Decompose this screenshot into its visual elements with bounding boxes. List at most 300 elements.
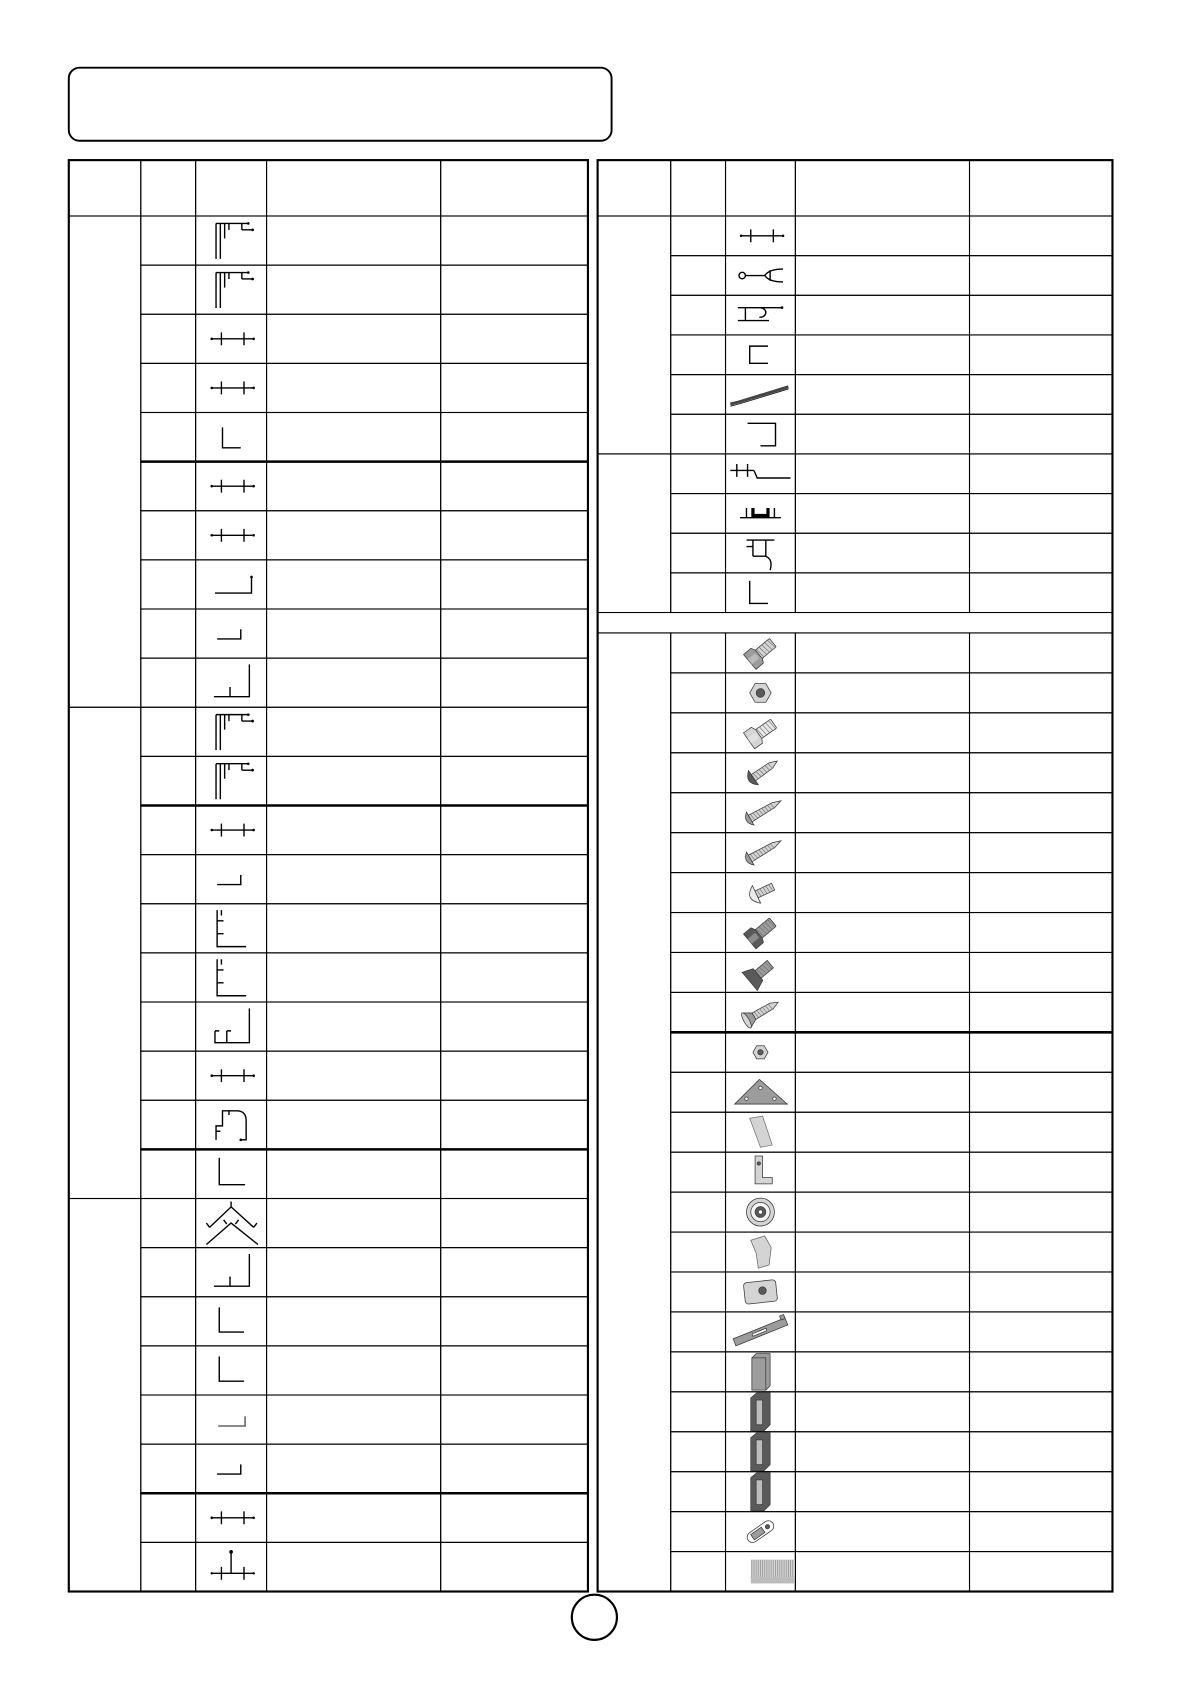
cell-col-5 xyxy=(441,412,588,461)
table-row xyxy=(671,533,1113,573)
icon-shape xyxy=(217,629,241,639)
small-channel-profile-icon xyxy=(217,875,241,885)
cell-col-5 xyxy=(970,375,1113,415)
icon-shape xyxy=(750,346,768,363)
cell-col-2 xyxy=(141,1297,196,1346)
icon-shape xyxy=(212,1069,254,1082)
title-box xyxy=(69,68,612,141)
channel-left-profile-icon xyxy=(750,346,768,363)
cell-col-2 xyxy=(141,1346,196,1395)
icon-shape xyxy=(750,1116,773,1147)
cell-col-4 xyxy=(795,1072,969,1112)
table-row xyxy=(141,511,588,560)
table-row xyxy=(671,1472,1113,1512)
cell-col-2 xyxy=(671,1392,726,1432)
channel-bracket-icon xyxy=(751,1432,770,1471)
icon-cell xyxy=(726,295,796,335)
cell-col-2 xyxy=(671,713,726,753)
cell-col-2 xyxy=(141,658,196,707)
icon-shape xyxy=(210,829,213,832)
angle-mid-profile-icon xyxy=(219,1356,244,1381)
table-header-row xyxy=(598,160,1113,216)
cell-col-2 xyxy=(671,256,726,296)
icon-shape xyxy=(216,1111,246,1140)
icon-shape xyxy=(252,534,255,537)
icon-cell xyxy=(726,494,796,534)
cell-col-2 xyxy=(671,1352,726,1392)
icon-shape xyxy=(743,834,785,867)
table-row xyxy=(141,1149,588,1198)
icon-shape xyxy=(229,1550,233,1554)
channel-bracket-icon xyxy=(751,1392,770,1431)
cell-col-5 xyxy=(970,1072,1113,1112)
icon-shape xyxy=(212,1552,254,1580)
hook-profile-icon xyxy=(738,306,783,320)
cell-col-5 xyxy=(970,1032,1113,1072)
table-row xyxy=(141,1199,588,1248)
cell-col-2 xyxy=(141,1149,196,1198)
table-row xyxy=(671,1312,1113,1352)
cell-col-4 xyxy=(795,833,969,873)
header-cell xyxy=(69,160,141,216)
header-cell xyxy=(726,160,796,216)
table-row xyxy=(671,873,1113,913)
cell-col-2 xyxy=(671,873,726,913)
icon-shape xyxy=(252,1517,255,1520)
cell-col-2 xyxy=(141,265,196,314)
cell-col-4 xyxy=(267,1297,441,1346)
cell-col-4 xyxy=(795,256,969,296)
step-profile-icon xyxy=(214,664,249,696)
table-row xyxy=(141,363,588,412)
cell-col-4 xyxy=(795,992,969,1032)
cell-col-2 xyxy=(141,707,196,756)
angle-small-profile-icon xyxy=(750,581,768,604)
cell-col-2 xyxy=(141,1199,196,1248)
group-cell xyxy=(598,454,671,613)
cell-col-4 xyxy=(795,1152,969,1192)
icon-shape xyxy=(251,228,254,231)
cell-col-2 xyxy=(671,454,726,494)
table-row xyxy=(671,216,1113,256)
cell-col-4 xyxy=(267,1346,441,1395)
cell-col-4 xyxy=(795,1032,969,1072)
cell-col-5 xyxy=(441,1395,588,1444)
cell-col-5 xyxy=(970,1352,1113,1392)
icon-shape xyxy=(758,1286,766,1294)
cell-col-5 xyxy=(970,414,1113,454)
icon-cell xyxy=(196,1444,267,1493)
cell-col-2 xyxy=(671,216,726,256)
table-header-row xyxy=(69,160,588,216)
cell-col-5 xyxy=(970,633,1113,673)
cell-col-2 xyxy=(671,295,726,335)
icon-shape xyxy=(216,764,253,799)
icon-shape xyxy=(730,464,790,478)
table-row xyxy=(671,913,1113,953)
table-row xyxy=(671,1192,1113,1232)
cell-col-4 xyxy=(795,1272,969,1312)
icon-shape xyxy=(212,824,254,837)
cell-col-5 xyxy=(441,1002,588,1051)
cell-col-2 xyxy=(671,1232,726,1272)
icon-shape xyxy=(252,1572,254,1574)
cell-col-5 xyxy=(441,1346,588,1395)
cell-col-2 xyxy=(141,756,196,805)
cell-col-2 xyxy=(671,753,726,793)
icon-shape xyxy=(251,769,254,772)
icon-cell xyxy=(196,1248,267,1297)
icon-shape xyxy=(773,1097,776,1100)
icon-shape xyxy=(738,308,782,321)
round-head-screw-icon xyxy=(746,878,777,906)
icon-cell xyxy=(196,412,267,461)
frame-profile-icon xyxy=(216,222,254,259)
triangle-plate-icon xyxy=(735,1079,788,1104)
icon-shape xyxy=(212,480,254,493)
cell-col-5 xyxy=(441,806,588,855)
left-parts-table xyxy=(69,160,588,1591)
icon-shape xyxy=(757,1162,760,1165)
table-row xyxy=(671,414,1113,454)
channel-right-profile-icon xyxy=(748,423,776,446)
table-row xyxy=(671,375,1113,415)
cell-col-4 xyxy=(795,1232,969,1272)
table-row xyxy=(141,265,588,314)
cell-col-5 xyxy=(970,295,1113,335)
hex-bolt-dark-icon xyxy=(744,915,779,949)
icon-shape xyxy=(735,1079,788,1104)
table-row xyxy=(671,952,1113,992)
angle-large-profile-icon xyxy=(219,1158,245,1185)
cell-col-4 xyxy=(267,855,441,904)
icon-shape xyxy=(743,716,779,749)
icon-cell xyxy=(196,1395,267,1444)
cell-col-4 xyxy=(795,633,969,673)
table-row xyxy=(671,295,1113,335)
table-row xyxy=(671,256,1113,296)
cell-col-4 xyxy=(795,753,969,793)
row-group xyxy=(598,633,1113,1592)
table-row xyxy=(671,633,1113,673)
cell-col-2 xyxy=(141,609,196,658)
washer-icon xyxy=(746,1198,774,1226)
icon-shape xyxy=(252,1074,255,1077)
header-cell xyxy=(795,160,969,216)
icon-shape xyxy=(748,423,776,446)
page-number-badge xyxy=(572,1595,617,1640)
table-row xyxy=(671,1512,1113,1552)
cell-col-5 xyxy=(970,1312,1113,1352)
icon-cell xyxy=(196,1346,267,1395)
cell-col-4 xyxy=(795,1552,969,1592)
cell-col-2 xyxy=(141,216,196,265)
hex-bolt-icon xyxy=(744,635,779,669)
cell-col-2 xyxy=(141,904,196,953)
cell-col-2 xyxy=(141,1100,196,1149)
frame-profile-icon xyxy=(216,713,254,750)
icon-cell xyxy=(196,1100,267,1149)
table-row xyxy=(671,833,1113,873)
table-row xyxy=(141,1297,588,1346)
cell-col-4 xyxy=(267,1248,441,1297)
group-cell xyxy=(69,707,141,1198)
icon-shape xyxy=(782,234,785,237)
cell-col-4 xyxy=(267,1444,441,1493)
icon-shape xyxy=(215,1008,249,1042)
icon-shape xyxy=(252,829,255,832)
icon-shape xyxy=(210,1517,213,1520)
icon-shape xyxy=(216,715,253,750)
icon-shape xyxy=(217,910,246,947)
icon-cell xyxy=(196,560,267,609)
icon-shape xyxy=(732,1314,788,1345)
cell-col-4 xyxy=(795,1472,969,1512)
cell-col-2 xyxy=(671,952,726,992)
flat-plate-icon xyxy=(750,1116,773,1147)
cell-col-4 xyxy=(267,1100,441,1149)
cell-col-4 xyxy=(267,560,441,609)
curved-profile-icon xyxy=(216,1111,246,1141)
cell-col-5 xyxy=(441,609,588,658)
cell-col-5 xyxy=(441,1542,588,1591)
icon-shape xyxy=(218,1416,245,1426)
strip-profile-icon xyxy=(730,387,788,406)
cell-col-2 xyxy=(141,511,196,560)
section-divider-band xyxy=(598,613,1113,633)
cell-col-4 xyxy=(267,953,441,1002)
icon-shape xyxy=(758,1210,762,1214)
cell-col-2 xyxy=(141,412,196,461)
small-nut-icon xyxy=(753,1046,768,1059)
cell-col-5 xyxy=(441,462,588,511)
icon-shape xyxy=(752,1354,770,1391)
cell-col-4 xyxy=(795,494,969,534)
cell-col-4 xyxy=(267,1395,441,1444)
cell-col-5 xyxy=(970,216,1113,256)
table-row xyxy=(671,1352,1113,1392)
cell-col-2 xyxy=(671,1112,726,1152)
icon-shape xyxy=(217,1464,241,1474)
icon-shape xyxy=(752,999,780,1019)
cell-col-5 xyxy=(970,454,1113,494)
double-tee-profile-icon xyxy=(210,1069,254,1082)
cell-col-5 xyxy=(441,1100,588,1149)
cell-col-5 xyxy=(970,1432,1113,1472)
cell-col-5 xyxy=(441,560,588,609)
icon-cell xyxy=(196,1297,267,1346)
icon-shape xyxy=(247,271,250,274)
header-cell xyxy=(196,160,267,216)
icon-shape xyxy=(753,508,768,516)
cell-col-5 xyxy=(970,1232,1113,1272)
cell-col-5 xyxy=(970,256,1113,296)
block-tee-profile-icon xyxy=(740,508,781,518)
cell-col-4 xyxy=(267,314,441,363)
cell-col-5 xyxy=(970,952,1113,992)
cell-col-4 xyxy=(795,533,969,573)
icon-shape xyxy=(751,758,779,781)
cell-col-2 xyxy=(671,1192,726,1232)
pan-head-screw-icon xyxy=(744,754,782,788)
cell-col-5 xyxy=(441,953,588,1002)
angle-profile-icon xyxy=(222,427,240,447)
hex-bolt-light-icon xyxy=(743,716,779,749)
cell-col-4 xyxy=(267,1149,441,1198)
cell-col-2 xyxy=(141,855,196,904)
table-row xyxy=(671,753,1113,793)
cell-col-4 xyxy=(795,1432,969,1472)
cell-col-5 xyxy=(970,335,1113,375)
icon-shape xyxy=(746,878,777,906)
icon-shape xyxy=(758,1050,763,1055)
cell-col-4 xyxy=(267,904,441,953)
icon-shape xyxy=(239,1139,242,1142)
table-row xyxy=(141,412,588,461)
cell-col-4 xyxy=(795,295,969,335)
cell-col-5 xyxy=(441,1248,588,1297)
icon-shape xyxy=(251,278,254,281)
icon-shape xyxy=(247,762,250,765)
channel-bracket-icon xyxy=(751,1472,770,1511)
icon-shape xyxy=(252,485,255,488)
cell-col-5 xyxy=(441,511,588,560)
table-row xyxy=(671,1072,1113,1112)
cell-col-4 xyxy=(795,335,969,375)
header-cell xyxy=(598,160,671,216)
icon-cell xyxy=(196,953,267,1002)
cell-col-5 xyxy=(970,533,1113,573)
t-bolt-icon xyxy=(742,955,778,990)
cell-col-5 xyxy=(970,1112,1113,1152)
cell-col-4 xyxy=(795,952,969,992)
icon-cell xyxy=(196,904,267,953)
cell-col-4 xyxy=(267,412,441,461)
cell-col-5 xyxy=(970,713,1113,753)
table-row xyxy=(671,1432,1113,1472)
icon-shape xyxy=(211,1572,213,1574)
cell-col-5 xyxy=(970,913,1113,953)
cell-col-5 xyxy=(970,833,1113,873)
cell-col-4 xyxy=(795,216,969,256)
cell-col-5 xyxy=(970,1192,1113,1232)
cell-col-2 xyxy=(141,1248,196,1297)
cell-col-4 xyxy=(795,454,969,494)
cell-col-4 xyxy=(795,1512,969,1552)
icon-shape xyxy=(222,427,240,447)
double-tee-profile-icon xyxy=(210,332,254,345)
row-group xyxy=(598,216,1113,454)
icon-shape xyxy=(216,223,253,258)
table-row xyxy=(141,953,588,1002)
cell-col-2 xyxy=(141,806,196,855)
cell-col-2 xyxy=(671,1152,726,1192)
cell-col-4 xyxy=(795,793,969,833)
cell-col-2 xyxy=(671,375,726,415)
table-row xyxy=(671,793,1113,833)
cell-col-5 xyxy=(970,992,1113,1032)
spring-clip-icon xyxy=(751,1236,771,1268)
small-channel-profile-icon xyxy=(217,629,241,639)
cell-col-4 xyxy=(267,658,441,707)
table-row xyxy=(141,855,588,904)
cell-col-5 xyxy=(970,1512,1113,1552)
cell-col-5 xyxy=(441,1199,588,1248)
cell-col-2 xyxy=(141,363,196,412)
icon-shape xyxy=(215,577,252,593)
cell-col-2 xyxy=(671,335,726,375)
cell-col-2 xyxy=(671,1272,726,1312)
cell-col-5 xyxy=(441,855,588,904)
cell-col-4 xyxy=(267,1542,441,1591)
double-tee-profile-icon xyxy=(210,824,254,837)
cell-col-4 xyxy=(267,1493,441,1542)
icon-shape xyxy=(251,720,254,723)
table-row xyxy=(141,756,588,805)
group-cell xyxy=(69,1199,141,1592)
table-row xyxy=(671,1272,1113,1312)
table-row xyxy=(141,1051,588,1100)
cell-col-2 xyxy=(671,913,726,953)
cell-col-2 xyxy=(671,573,726,613)
icon-cell xyxy=(196,609,267,658)
icon-cell xyxy=(726,454,796,494)
cell-col-5 xyxy=(441,1444,588,1493)
row-group xyxy=(69,707,588,1198)
icon-cell xyxy=(726,414,796,454)
cell-col-2 xyxy=(671,793,726,833)
icon-cell xyxy=(726,573,796,613)
table-row xyxy=(671,573,1113,613)
table-row xyxy=(671,1032,1113,1072)
cell-col-5 xyxy=(970,573,1113,613)
icon-shape xyxy=(740,234,743,237)
clip-profile-icon xyxy=(739,269,783,282)
cell-col-4 xyxy=(267,511,441,560)
table-row xyxy=(671,1152,1113,1192)
cell-col-4 xyxy=(267,216,441,265)
double-tee-profile-icon xyxy=(210,529,254,542)
icon-shape xyxy=(742,955,778,990)
table-row xyxy=(671,1552,1113,1592)
table-row xyxy=(671,1392,1113,1432)
group-cell xyxy=(69,216,141,707)
block-nut-icon xyxy=(743,1280,777,1305)
icon-cell xyxy=(726,335,796,375)
icon-shape xyxy=(212,1511,254,1524)
icon-shape xyxy=(247,222,250,225)
cell-col-5 xyxy=(970,1472,1113,1512)
table-row xyxy=(141,1100,588,1149)
icon-shape xyxy=(210,338,213,341)
icon-shape xyxy=(730,389,788,406)
cell-col-4 xyxy=(267,462,441,511)
cell-col-2 xyxy=(141,1395,196,1444)
cell-col-5 xyxy=(970,753,1113,793)
cell-col-5 xyxy=(441,756,588,805)
icon-cell xyxy=(726,533,796,573)
cell-col-4 xyxy=(795,1352,969,1392)
icon-shape xyxy=(210,1074,213,1077)
icon-cell xyxy=(196,855,267,904)
header-cell xyxy=(441,160,588,216)
tapping-screw-icon xyxy=(743,834,785,867)
cell-col-2 xyxy=(141,314,196,363)
icon-shape xyxy=(212,381,254,394)
icon-shape xyxy=(744,754,782,788)
table-border xyxy=(69,160,588,1591)
table-row xyxy=(141,1395,588,1444)
